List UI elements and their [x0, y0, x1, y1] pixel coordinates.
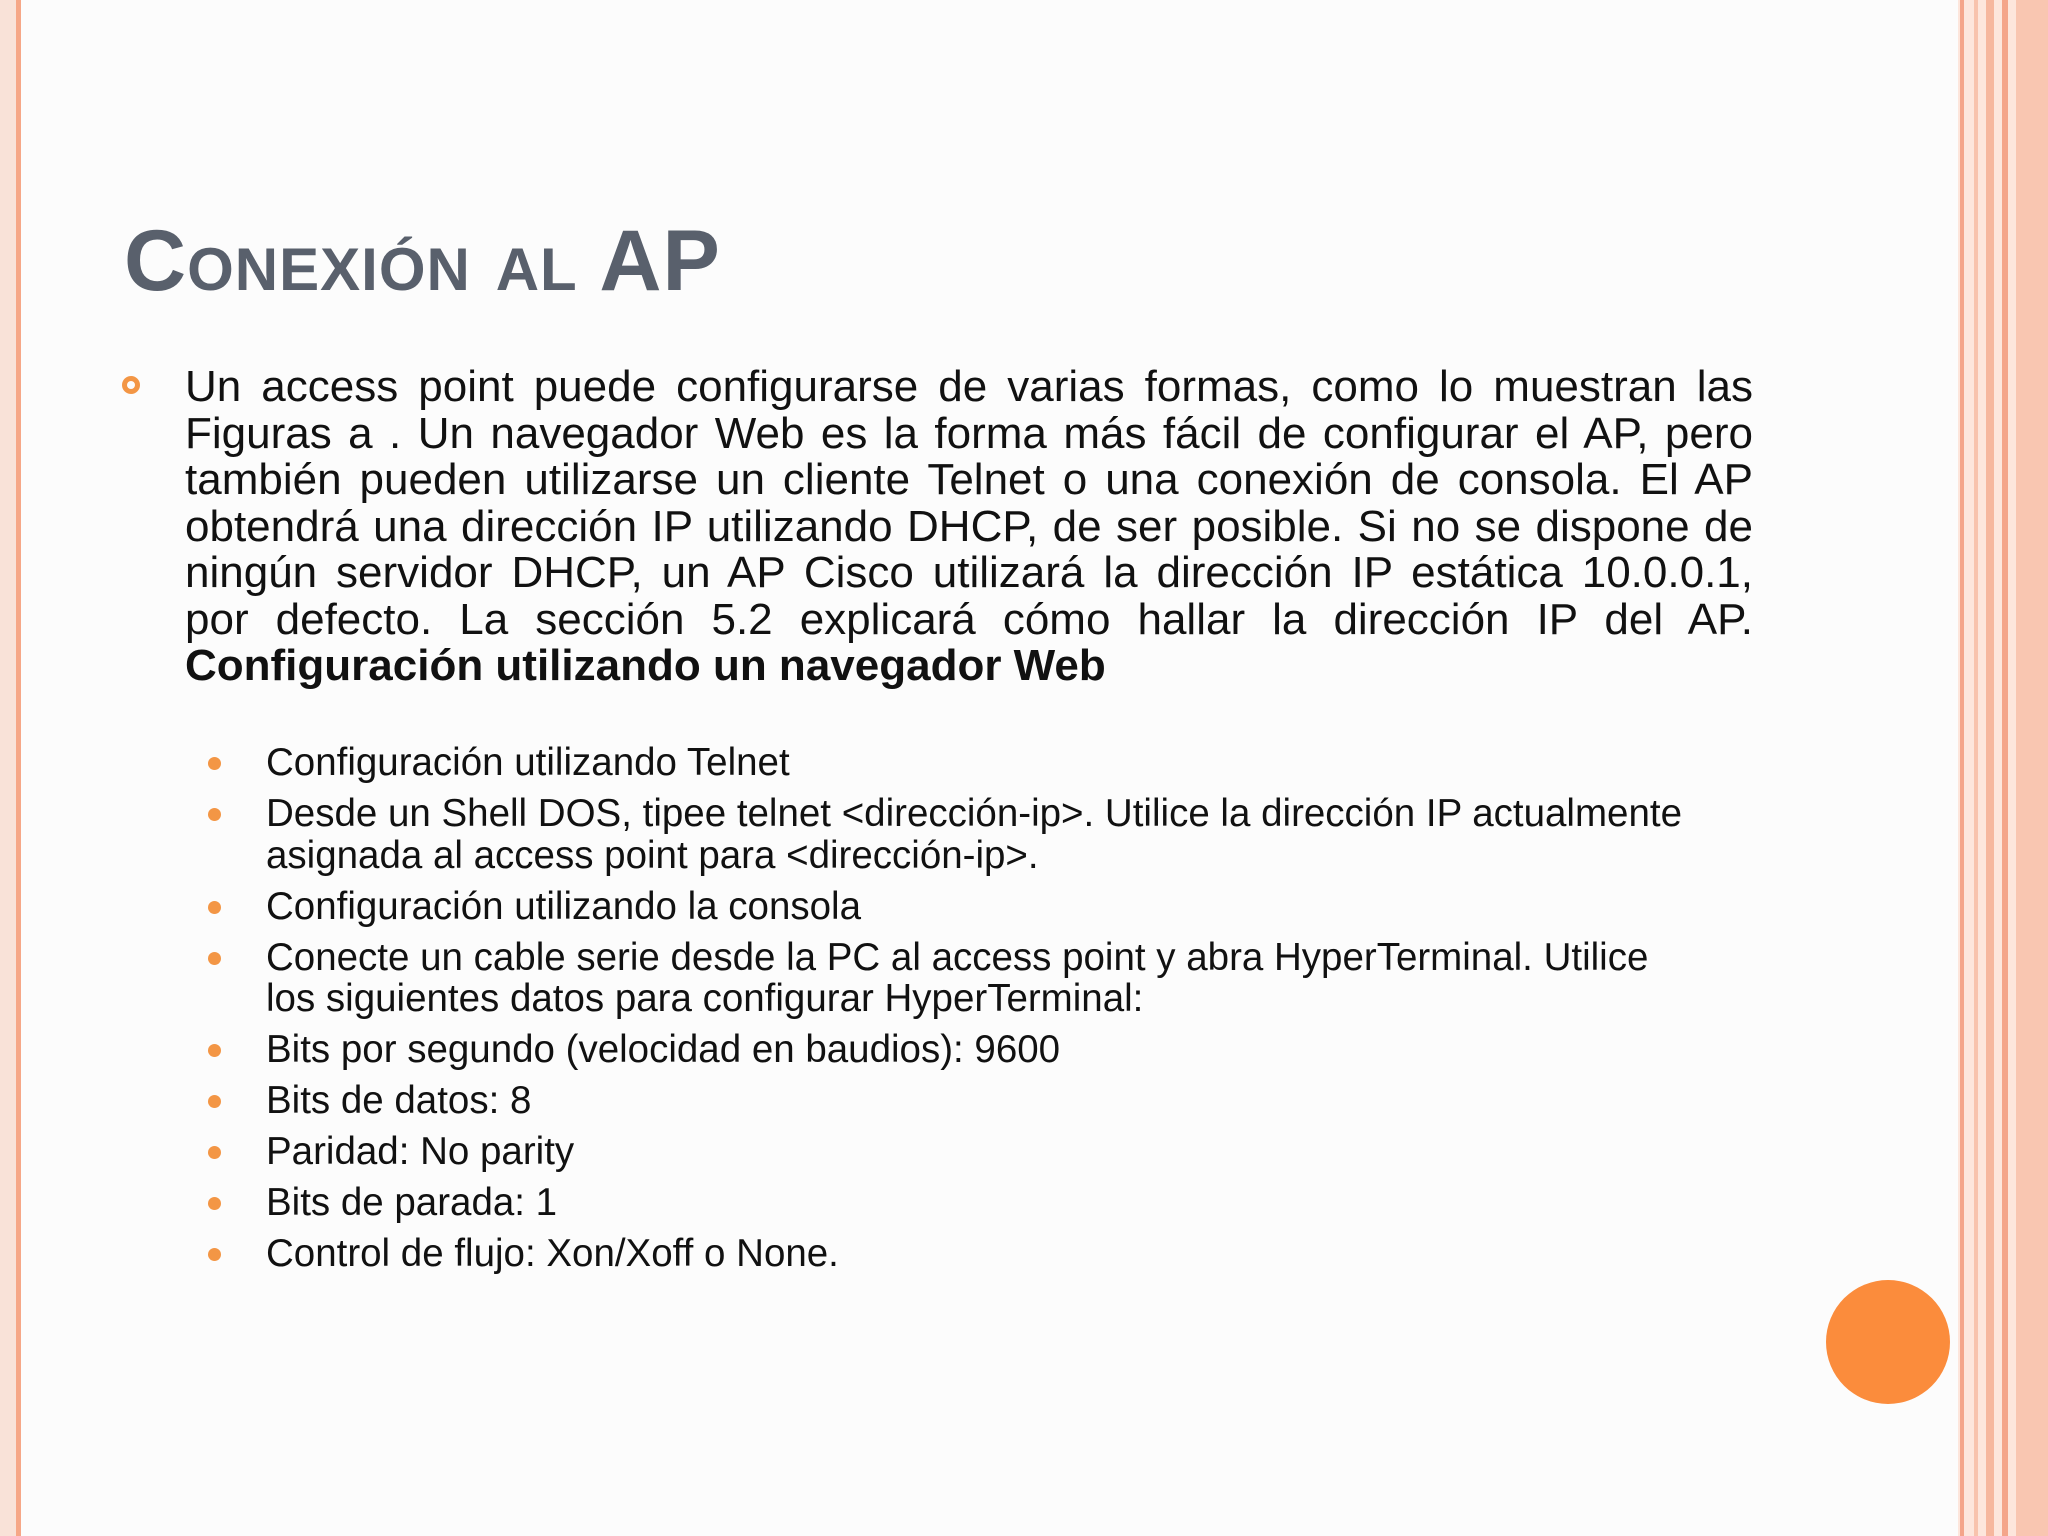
list-item-text: Bits por segundo (velocidad en baudios): 9600 — [266, 1028, 1061, 1071]
main-paragraph-bold-text: Configuración utilizando un navegador Web — [185, 641, 1106, 690]
bullet-dot-icon — [208, 1095, 221, 1108]
slide-title: Conexión al AP — [124, 213, 721, 309]
left-decorative-stripe — [0, 0, 16, 1536]
right-decorative-line — [1974, 0, 1978, 1536]
sub-bullet-list — [204, 742, 1704, 1284]
right-decorative-line — [2016, 0, 2048, 1536]
list-item-text: Configuración utilizando la consola — [266, 884, 861, 928]
bullet-dot-icon — [208, 757, 221, 770]
list-item-text: Control de flujo: Xon/Xoff o None. — [266, 1232, 839, 1275]
list-item — [204, 1233, 1704, 1275]
list-item — [204, 1029, 1704, 1071]
bullet-dot-icon — [208, 1044, 221, 1057]
right-decorative-line — [1960, 0, 1964, 1536]
bullet-dot-icon — [208, 1248, 221, 1261]
orange-circle-decoration — [1826, 1280, 1950, 1404]
bullet-dot-icon — [208, 808, 221, 821]
list-item — [204, 1080, 1704, 1122]
list-item-text: Paridad: No parity — [266, 1130, 575, 1173]
list-item — [204, 742, 1704, 784]
list-item-text: Bits de parada: 1 — [266, 1181, 558, 1224]
list-item — [204, 793, 1704, 876]
list-item — [204, 1131, 1704, 1173]
bullet-dot-icon — [208, 952, 221, 965]
list-item-text: Desde un Shell DOS, tipee telnet <dirección-ip>. Utilice la dirección IP actualmente asignada al access point para <dirección-ip>. — [266, 792, 1682, 877]
hollow-circle-bullet-icon — [122, 376, 140, 394]
bullet-dot-icon — [208, 901, 221, 914]
list-item — [204, 886, 1704, 928]
main-bullet-point — [122, 364, 1754, 690]
list-item — [204, 937, 1704, 1020]
right-decorative-line — [2002, 0, 2008, 1536]
left-decorative-line — [16, 0, 21, 1536]
list-item-text: Configuración utilizando Telnet — [266, 741, 790, 784]
list-item — [204, 1182, 1704, 1224]
bullet-dot-icon — [208, 1146, 221, 1159]
right-decorative-line — [1986, 0, 1994, 1536]
main-paragraph-text: Un access point puede configurarse de varias formas, como lo muestran las Figuras a . Un navegador Web es la forma más fácil de configurar el AP, pero también pueden utilizarse un cliente Telnet o una conexión de consola. El AP obtendrá una dirección IP utilizando DHCP, de ser posible. Si no se dispone de ningún servidor DHCP, un AP Cisco utilizará la dirección IP estática 10.0.0.1, por defecto. La sección 5.2 explicará cómo hallar la dirección IP del AP. — [185, 362, 1753, 644]
bullet-dot-icon — [208, 1197, 221, 1210]
list-item-text: Bits de datos: 8 — [266, 1079, 532, 1122]
list-item-text: Conecte un cable serie desde la PC al access point y abra HyperTerminal. Utilice los siguientes datos para configurar HyperTerminal: — [266, 935, 1649, 1020]
main-paragraph — [185, 364, 1753, 690]
